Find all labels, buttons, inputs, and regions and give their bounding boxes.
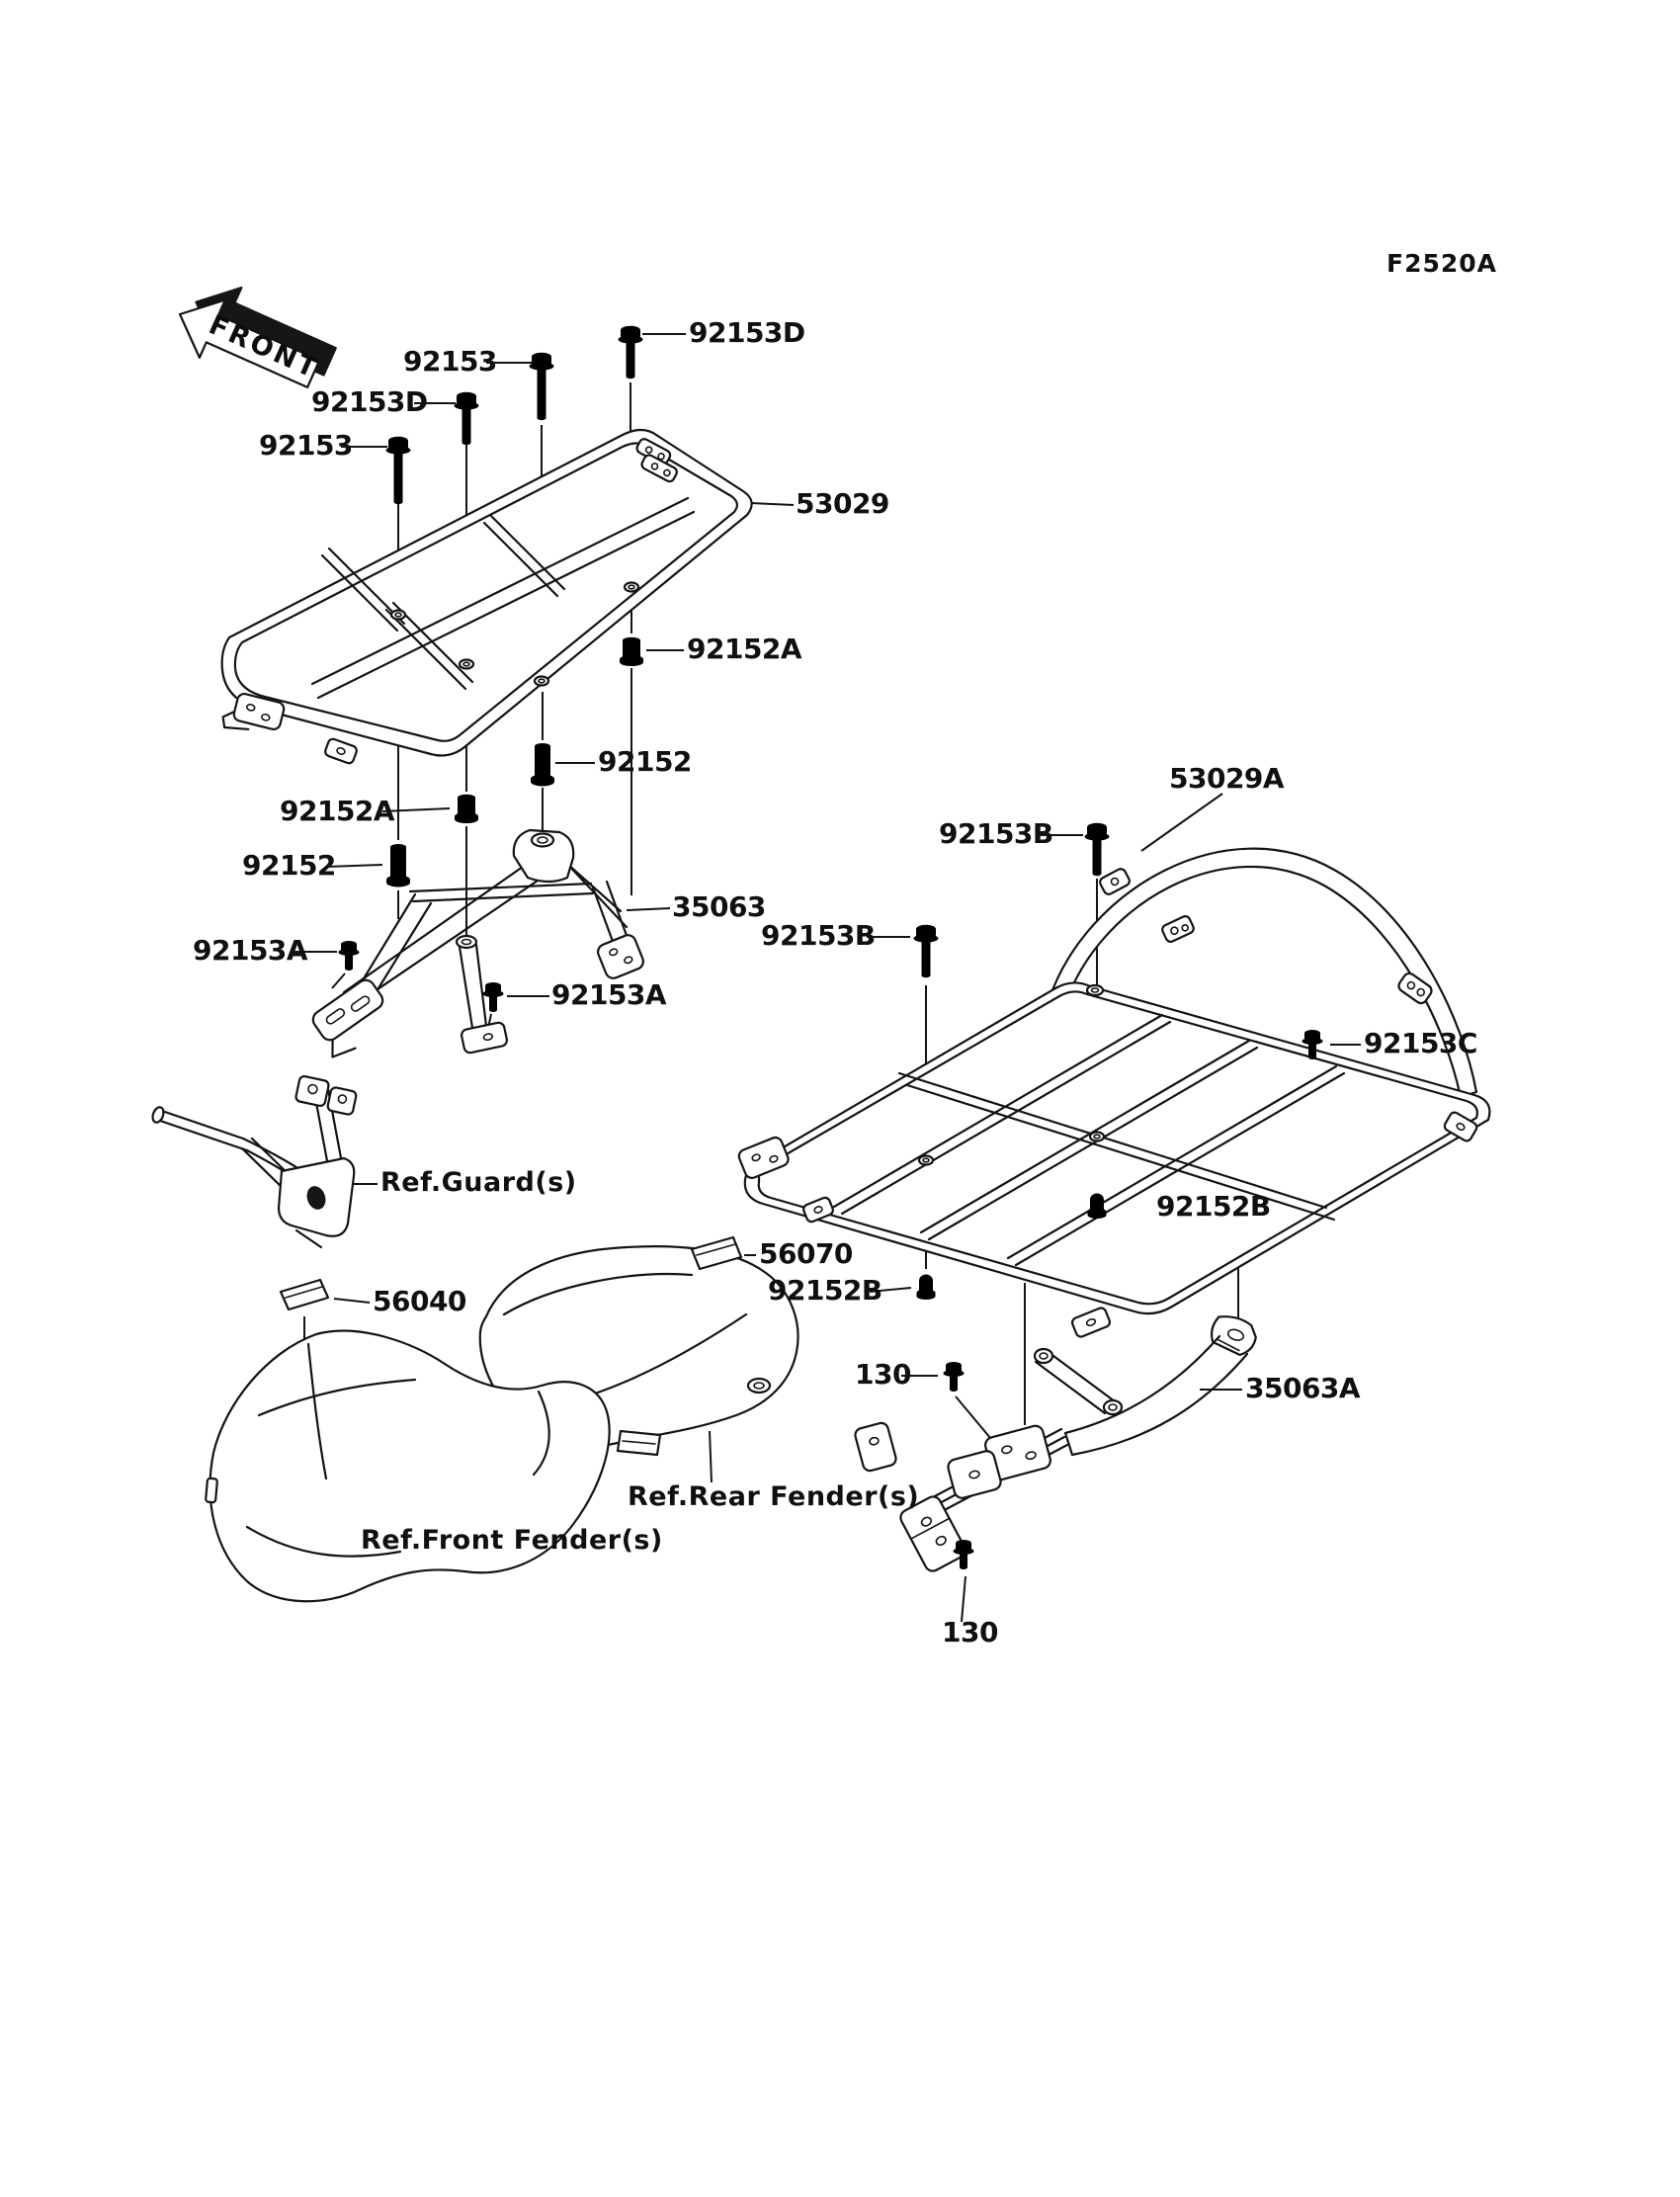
front-arrow-label: FRONT [204, 309, 324, 385]
part-callout-35063: 35063 [672, 889, 766, 923]
ref-guard-sketch [151, 1075, 358, 1247]
part-callout-130-lower: 130 [942, 1615, 998, 1648]
part-callout-92153b-upper: 92153B [939, 816, 1053, 850]
part-callout-92152a-left: 92152A [280, 794, 395, 827]
part-callout-92153b-lower: 92153B [761, 918, 876, 952]
part-callout-92153d-2: 92153D [311, 384, 428, 418]
part-callout-92153a-left: 92153A [193, 933, 308, 967]
bracket-rear-35063A [854, 1311, 1260, 1573]
part-callout-92152-right: 92152 [598, 744, 692, 778]
trim-strip-56040 [281, 1280, 328, 1310]
part-callout-92153a-right: 92153A [551, 977, 667, 1011]
rack-front-53029 [220, 430, 751, 765]
part-callout-92152a-right: 92152A [687, 632, 802, 665]
part-callout-ref-rear-fender: Ref.Rear Fender(s) [628, 1480, 920, 1512]
part-callout-53029: 53029 [796, 486, 889, 520]
part-callout-92153-2: 92153 [259, 428, 353, 462]
part-callout-53029a: 53029A [1169, 761, 1285, 795]
part-callout-130-upper: 130 [855, 1357, 911, 1391]
part-callout-35063a: 35063A [1245, 1371, 1361, 1404]
part-callout-ref-front-fender: Ref.Front Fender(s) [361, 1524, 663, 1556]
part-callout-92152b-right: 92152B [1156, 1189, 1271, 1223]
part-callout-92152b-left: 92152B [768, 1273, 882, 1307]
part-callout-56070: 56070 [759, 1236, 853, 1270]
part-callout-92153-top: 92153 [403, 344, 497, 378]
figure-code: F2520A [1386, 249, 1498, 278]
part-callout-92152-left: 92152 [242, 848, 336, 882]
part-callout-92153c: 92153C [1364, 1026, 1477, 1059]
part-callout-56040: 56040 [373, 1284, 466, 1317]
part-callout-ref-guard: Ref.Guard(s) [380, 1166, 577, 1198]
part-callout-92153d-top: 92153D [689, 315, 805, 349]
